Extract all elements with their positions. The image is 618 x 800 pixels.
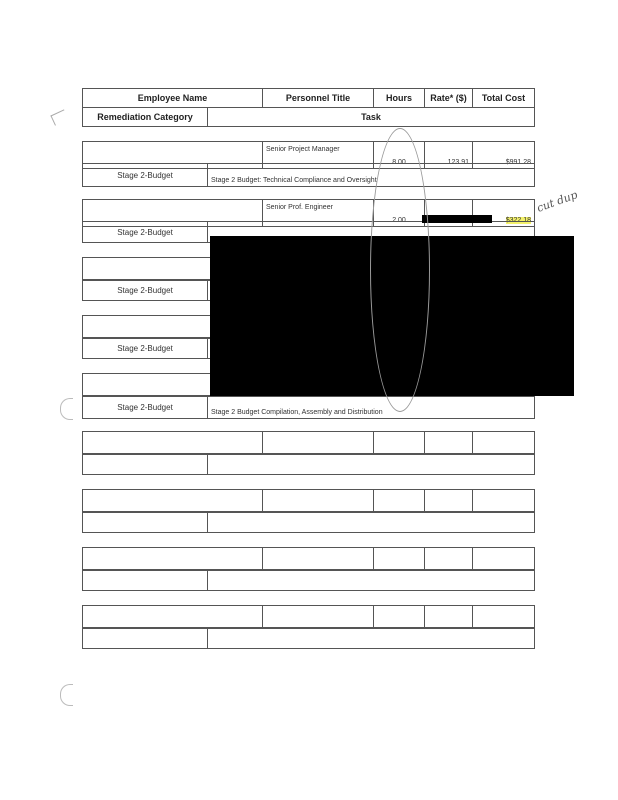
personnel-title-cell (263, 432, 374, 455)
col-remediation-category: Remediation Category (83, 108, 208, 127)
total-cost-cell (473, 432, 535, 455)
personnel-title-cell: Senior Project Manager (263, 142, 374, 169)
hours-cell (374, 548, 425, 571)
task-cell: Stage 2 Budget: Technical Compliance and Oversight (208, 164, 535, 187)
col-employee-name: Employee Name (83, 89, 263, 108)
hours-cell: 8.00 (374, 142, 425, 169)
task-cell (208, 454, 535, 475)
personnel-title-cell (263, 606, 374, 629)
personnel-title-cell: Senior Prof. Engineer (263, 200, 374, 227)
col-hours: Hours (374, 89, 425, 108)
record-6 (82, 431, 535, 455)
task-cell: Stage 2 Budget Compilation, Assembly and Distribution (208, 396, 535, 419)
category-cell: Stage 2-Budget (83, 396, 208, 419)
hours-cell (374, 606, 425, 629)
highlighted-total: $322.18 (505, 217, 531, 224)
handwritten-oval (370, 128, 430, 412)
record-9 (82, 605, 535, 629)
hours-cell (374, 432, 425, 455)
category-cell: Stage 2-Budget (83, 222, 208, 243)
record-6-task (82, 453, 535, 475)
category-cell: Stage 2-Budget (83, 338, 208, 359)
record-9-task (82, 627, 535, 649)
task-cell (208, 512, 535, 533)
category-cell (83, 628, 208, 649)
rate-cell (425, 490, 473, 513)
employee-name-cell (83, 490, 263, 513)
redaction-bar (422, 215, 492, 223)
header-table-row2 (82, 107, 535, 127)
category-cell (83, 512, 208, 533)
hours-cell (374, 490, 425, 513)
task-cell (208, 570, 535, 591)
personnel-title-cell (263, 548, 374, 571)
scan-mark (50, 109, 68, 125)
record-8-task (82, 569, 535, 591)
record-7 (82, 489, 535, 513)
category-cell (83, 570, 208, 591)
rate-cell (425, 606, 473, 629)
rate-cell (425, 432, 473, 455)
hours-cell: 2.00 (374, 200, 425, 227)
total-cost-cell (473, 490, 535, 513)
category-cell: Stage 2-Budget (83, 164, 208, 187)
rate-cell (425, 548, 473, 571)
total-cost-cell (473, 606, 535, 629)
record-1-task (82, 163, 535, 187)
task-cell (208, 628, 535, 649)
punch-hole-mark (60, 684, 73, 706)
employee-name-cell (83, 548, 263, 571)
col-personnel-title: Personnel Title (263, 89, 374, 108)
category-cell: Stage 2-Budget (83, 280, 208, 301)
record-8 (82, 547, 535, 571)
punch-hole-mark (60, 398, 73, 420)
rate-cell: 123.91 (425, 142, 473, 169)
handwritten-note: cut dup (535, 188, 580, 215)
record-7-task (82, 511, 535, 533)
personnel-title-cell (263, 490, 374, 513)
total-cost-cell: $991.28 (473, 142, 535, 169)
employee-name-cell (83, 606, 263, 629)
col-rate: Rate* ($) (425, 89, 473, 108)
col-task: Task (208, 108, 535, 127)
category-cell (83, 454, 208, 475)
header-table (82, 88, 535, 108)
record-5-task (82, 395, 535, 419)
employee-name-cell (83, 432, 263, 455)
total-cost-cell (473, 548, 535, 571)
col-total-cost: Total Cost (473, 89, 535, 108)
